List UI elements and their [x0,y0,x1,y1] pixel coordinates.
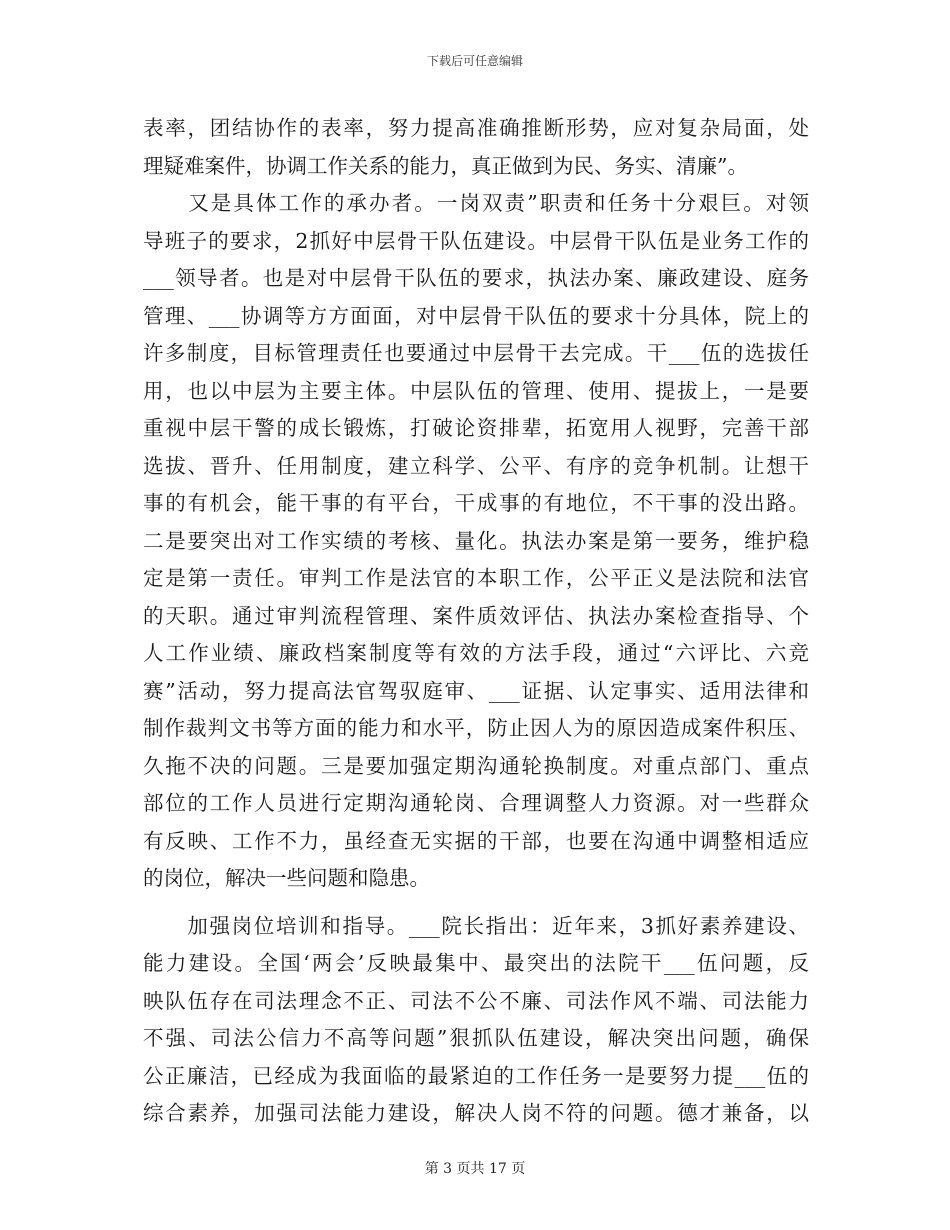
text-line: 人工作业绩、廉政档案制度等有效的方法手段，通过“六评比、六竞 [143,641,809,665]
document-body [143,110,809,1133]
text-line: 的天职。通过审判流程管理、案件质效评估、执法办案检查指导、个 [143,603,809,628]
text-line: 又是具体工作的承办者。一岗双责”职责和任务十分艰巨。对领 [143,191,809,215]
text-line: 事的有机会，能干事的有平台，干成事的有地位，不干事的没出路。 [143,491,809,515]
text-line: 管理、___协调等方方面面，对中层骨干队伍的要求十分具体，院上的 [143,303,809,328]
text-line: 综合素养，加强司法能力建设，解决人岗不符的问题。德才兼备，以 [143,1101,809,1125]
text-line: 部位的工作人员进行定期沟通轮岗、合理调整人力资源。对一些群众 [143,791,809,815]
text-line: 导班子的要求，2抓好中层骨干队伍建设。中层骨干队伍是业务工作的 [143,228,809,253]
text-line: 赛”活动，努力提高法官驾驭庭审、___证据、认定事实、适用法律和 [143,678,809,703]
text-line: 选拔、晋升、任用制度，建立科学、公平、有序的竞争机制。让想干 [143,453,809,478]
text-line: 久拖不决的问题。三是要加强定期沟通轮换制度。对重点部门、重点 [143,753,809,778]
text-line: 公正廉洁，已经成为我面临的最紧迫的工作任务一是要努力提___伍的 [143,1063,809,1088]
text-line: 加强岗位培训和指导。___院长指出：近年来，3抓好素养建设、 [143,913,809,938]
page-header: 下载后可任意编辑 [426,54,523,68]
text-line: ___领导者。也是对中层骨干队伍的要求，执法办案、廉政建设、庭务 [143,266,809,290]
page-footer: 第 3 页共 17 页 [424,1161,526,1177]
text-line: 能力建设。全国‘两会’反映最集中、最突出的法院干___伍问题，反 [143,951,809,975]
text-line: 理疑难案件，协调工作关系的能力，真正做到为民、务实、清廉”。 [143,153,748,178]
text-line: 的岗位，解决一些问题和隐患。 [143,866,430,890]
text-line: 二是要突出对工作实绩的考核、量化。执法办案是第一要务，维护稳 [143,528,809,553]
text-line: 用，也以中层为主要主体。中层队伍的管理、使用、提拔上，一是要 [143,378,809,403]
text-line: 制作裁判文书等方面的能力和水平，防止因人为的原因造成案件积压、 [143,716,809,740]
text-line: 不强、司法公信力不高等问题”狠抓队伍建设，解决突出问题，确保 [143,1026,809,1050]
text-line: 许多制度，目标管理责任也要通过中层骨干去完成。干___伍的选拔任 [143,341,809,365]
text-line: 映队伍存在司法理念不正、司法不公不廉、司法作风不端、司法能力 [143,988,809,1013]
text-line: 定是第一责任。审判工作是法官的本职工作，公平正义是法院和法官 [143,566,809,590]
text-line: 重视中层干警的成长锻炼，打破论资排辈，拓宽用人视野，完善干部 [143,416,809,440]
text-line: 表率，团结协作的表率，努力提高准确推断形势，应对复杂局面，处 [143,116,809,140]
text-line: 有反映、工作不力，虽经查无实据的干部，也要在沟通中调整相适应 [143,828,809,853]
